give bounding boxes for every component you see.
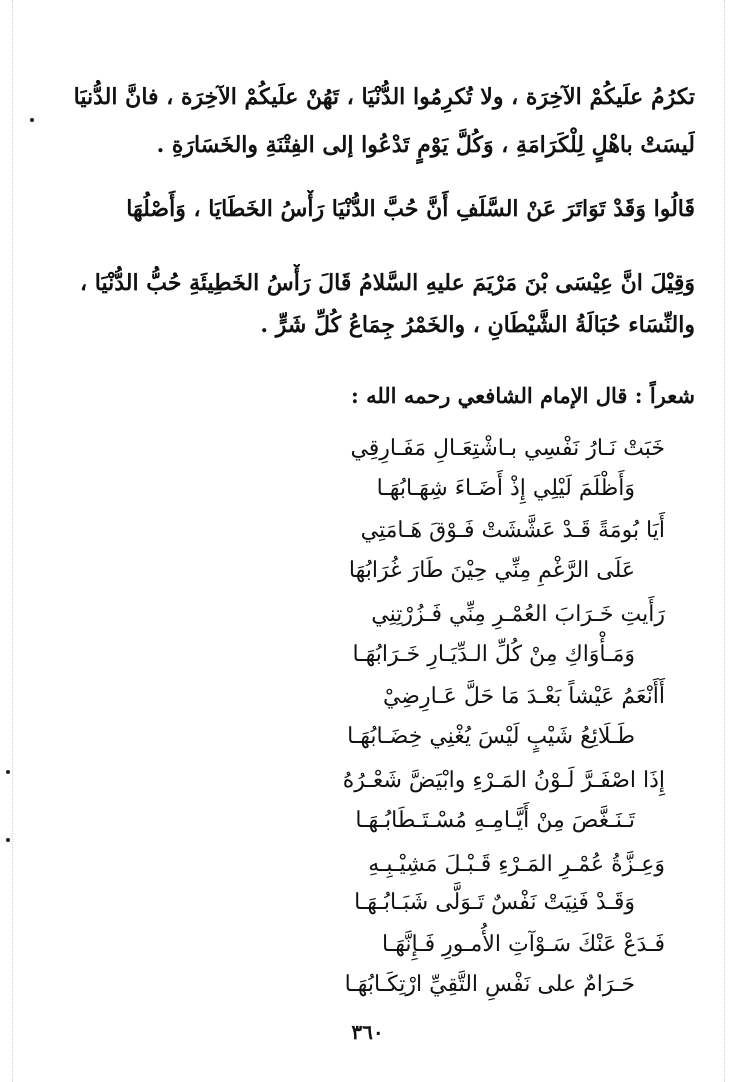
prose-line: لَيسَتْ باهْلٍ لِلْكَرَامَةِ ، وَكُلَّ يَوْمٍ تَدْعُوا إلى الفِتْنَةِ والخَسَارَةِ . (156, 132, 695, 158)
verse-second-hemistich: وَمَـأْوَاكِ مِنْ كُلِّ الـدِّيَـارِ خَـرَابُهَـا (352, 642, 635, 667)
verse-second-hemistich: طَـلَائِعُ شَيْبٍ لَيْسَ يُغْنِي خِضَـابُهَـا (347, 724, 635, 749)
verse-first-hemistich: فَـدَعْ عَنْكَ سَـوْآتِ الأُمـورِ فَـإِنَّهَـا (382, 932, 665, 957)
prose-line: والنِّسَاء حُبَالَةُ الشَّيْطَانِ ، والخَمْرُ جِمَاعُ كُلِّ شَرٍّ . (260, 312, 695, 338)
verse-second-hemistich: حَـرَامٌ على نَفْسِ التَّقِيِّ ارْتِكَـابُهَـا (344, 972, 635, 997)
verse-first-hemistich: وَعِـزَّةُ عُمْـرِ المَـرْءِ قَـبْـلَ مَشِيْـبِـهِ (368, 852, 665, 877)
verse-second-hemistich: عَلَى الرَّغْمِ مِنِّي حِيْنَ طَارَ غُرَابُهَا (348, 558, 635, 583)
page-number: ٣٦٠ (351, 1020, 384, 1044)
margin-rule-left (12, 0, 13, 1082)
scan-speck (6, 770, 10, 774)
prose-line: وَقِيْلَ انَّ عِيْسَى بْنَ مَرْيَمَ عليهِ السَّلامُ قَالَ رَأْسُ الخَطِيئَةِ حُبُّ الدُّنْيَا ، (79, 270, 695, 296)
verse-second-hemistich: وَأَظْلَمَ لَيْلِي إِذْ أَضَـاءَ شِهَـابُهَـا (376, 476, 635, 501)
verse-second-hemistich: تَـنَـغَّصَ مِنْ أَيَّـامِـهِ مُسْـتَـطَابُـهَـا (355, 808, 635, 833)
prose-line: تكرُمُ علَيكُمْ الآخِرَة ، ولا تُكرِمُوا الدُّنْيَا ، تَهُنْ علَيكُمْ الآخِرَة ، فانَّ الدُّنيَا (73, 84, 695, 110)
scan-speck (6, 838, 10, 842)
verse-second-hemistich: وَقَـدْ فَنِيَتْ نَفْسٌ تَـوَلَّى شَبَـابُـهَـا (354, 890, 635, 915)
verse-first-hemistich: رَأَيتِ خَـرَابَ العُمْـرِ مِنِّي فَـزُرْتِنِي (371, 602, 665, 627)
margin-rule-right (724, 0, 725, 1082)
prose-line: قَالُوا وَقَدْ تَوَاتَرَ عَنْ السَّلَفِ أَنَّ حُبَّ الدُّنْيَا رَأْسُ الخَطَايَا ، وَأَصْلُهَا (126, 196, 695, 222)
verse-first-hemistich: أَيَا بُومَةً قَـدْ عَشَّشَتْ فَـوْقَ هَـامَتِي (360, 518, 665, 543)
verse-first-hemistich: إِذَا اصْفَـرَّ لَـوْنُ المَـرْءِ وابْيَضَّ شَعْـرُهُ (342, 768, 665, 793)
verse-first-hemistich: خَبَتْ نَـارُ نَفْسِي بـاشْتِعَـالِ مَفَـارِقِي (350, 436, 665, 461)
verse-first-hemistich: أَأَنْعَمُ عَيْشاً بَعْـدَ مَا حَلَّ عَـارِضِيْ (382, 684, 665, 709)
scan-speck (30, 118, 34, 122)
poem-heading: شعراً : قال الإمام الشافعي رحمه الله : (351, 383, 695, 408)
